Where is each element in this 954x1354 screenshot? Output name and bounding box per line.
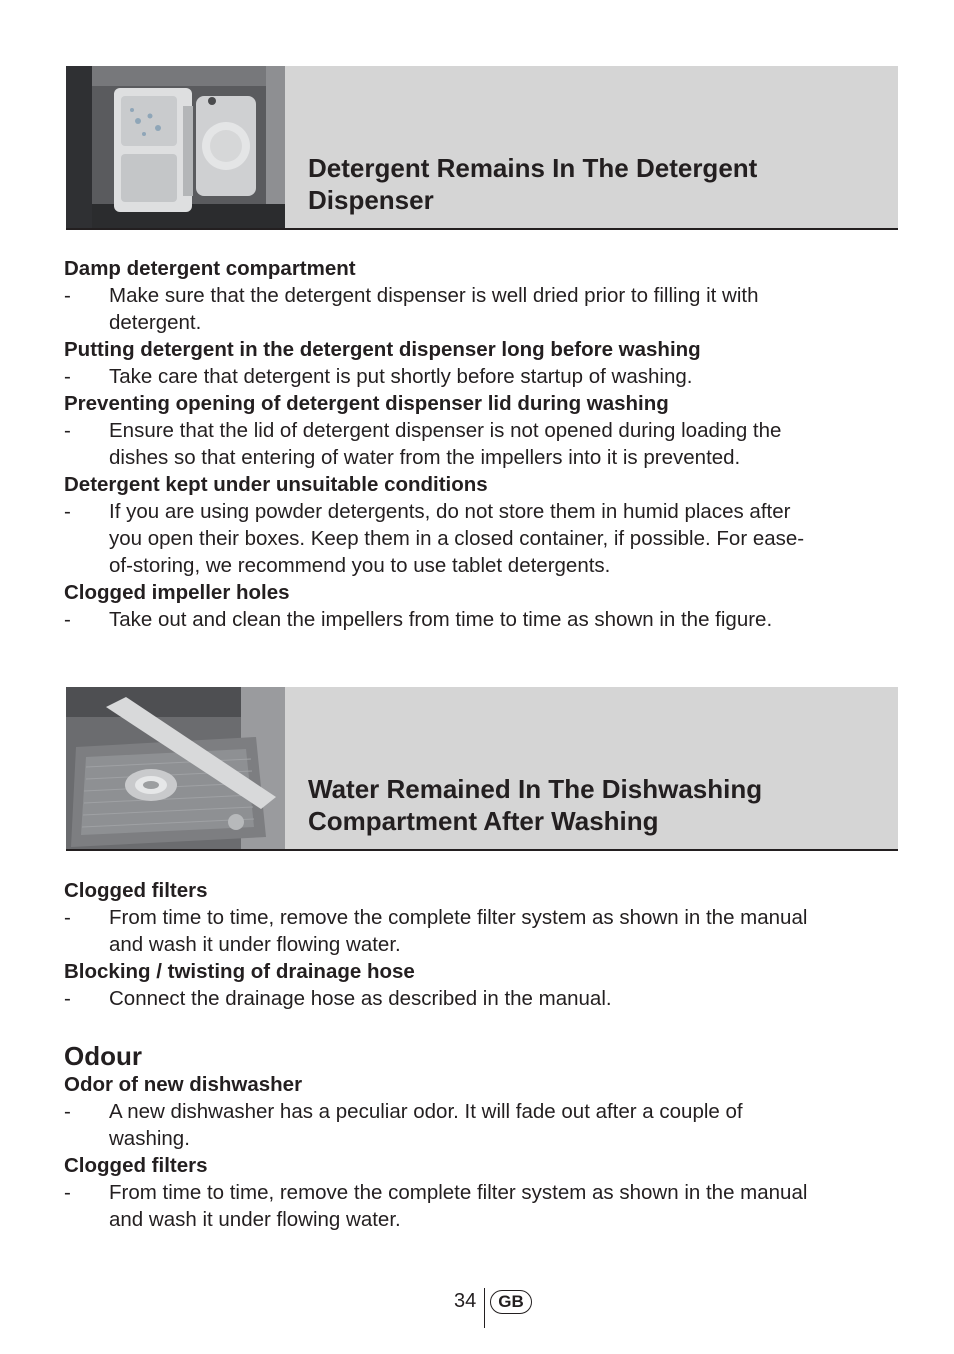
subheading: Blocking / twisting of drainage hose — [64, 960, 415, 983]
subheading: Clogged filters — [64, 879, 208, 902]
footer-divider — [484, 1288, 485, 1328]
banner-detergent — [66, 66, 898, 230]
detergent-dispenser-photo — [66, 66, 285, 228]
list-item: - Take out and clean the impellers from time to time as shown in the figure. — [64, 608, 773, 631]
subheading: Odor of new dishwasher — [64, 1073, 303, 1096]
list-item: - A new dishwasher has a peculiar odor. It will fade out after a couple of washing. — [64, 1100, 743, 1150]
banner-water-remained — [66, 687, 898, 851]
list-item: - Take care that detergent is put shortly before startup of washing. — [64, 365, 693, 388]
filter-system-photo — [66, 687, 285, 849]
page-number: 34 — [454, 1290, 477, 1312]
odour-title: Odour — [64, 1041, 142, 1071]
subheading: Clogged impeller holes — [64, 581, 290, 604]
list-item: - Ensure that the lid of detergent dispenser is not opened during loading the dishes so that entering of water from the impellers into it is prevented. — [64, 419, 782, 469]
list-item: - From time to time, remove the complete filter system as shown in the manual and wash it under flowing water. — [64, 1181, 808, 1231]
list-item: - Make sure that the detergent dispenser is well dried prior to filling it with detergent. — [64, 284, 759, 334]
subheading: Damp detergent compartment — [64, 257, 356, 280]
subheading: Putting detergent in the detergent dispenser long before washing — [64, 338, 701, 361]
subheading: Clogged filters — [64, 1154, 208, 1177]
list-item: - Connect the drainage hose as described in the manual. — [64, 987, 612, 1010]
section-detergent-content — [64, 255, 894, 633]
section-odour — [64, 1041, 894, 1233]
subheading: Preventing opening of detergent dispenser lid during washing — [64, 392, 669, 415]
subheading: Detergent kept under unsuitable conditions — [64, 473, 488, 496]
language-badge: GB — [490, 1290, 532, 1314]
section-title-water-remained: Water Remained In The Dishwashing Compartment After Washing — [308, 774, 763, 836]
list-item: - If you are using powder detergents, do not store them in humid places after you open their boxes. Keep them in a closed container, if possible. For ease- of-storing, we recommend you to use tablet detergents. — [64, 500, 805, 577]
section-water-content — [64, 877, 894, 1012]
list-item: - From time to time, remove the complete filter system as shown in the manual and wash it under flowing water. — [64, 906, 808, 956]
section-title-detergent: Detergent Remains In The Detergent Dispenser — [308, 153, 758, 215]
